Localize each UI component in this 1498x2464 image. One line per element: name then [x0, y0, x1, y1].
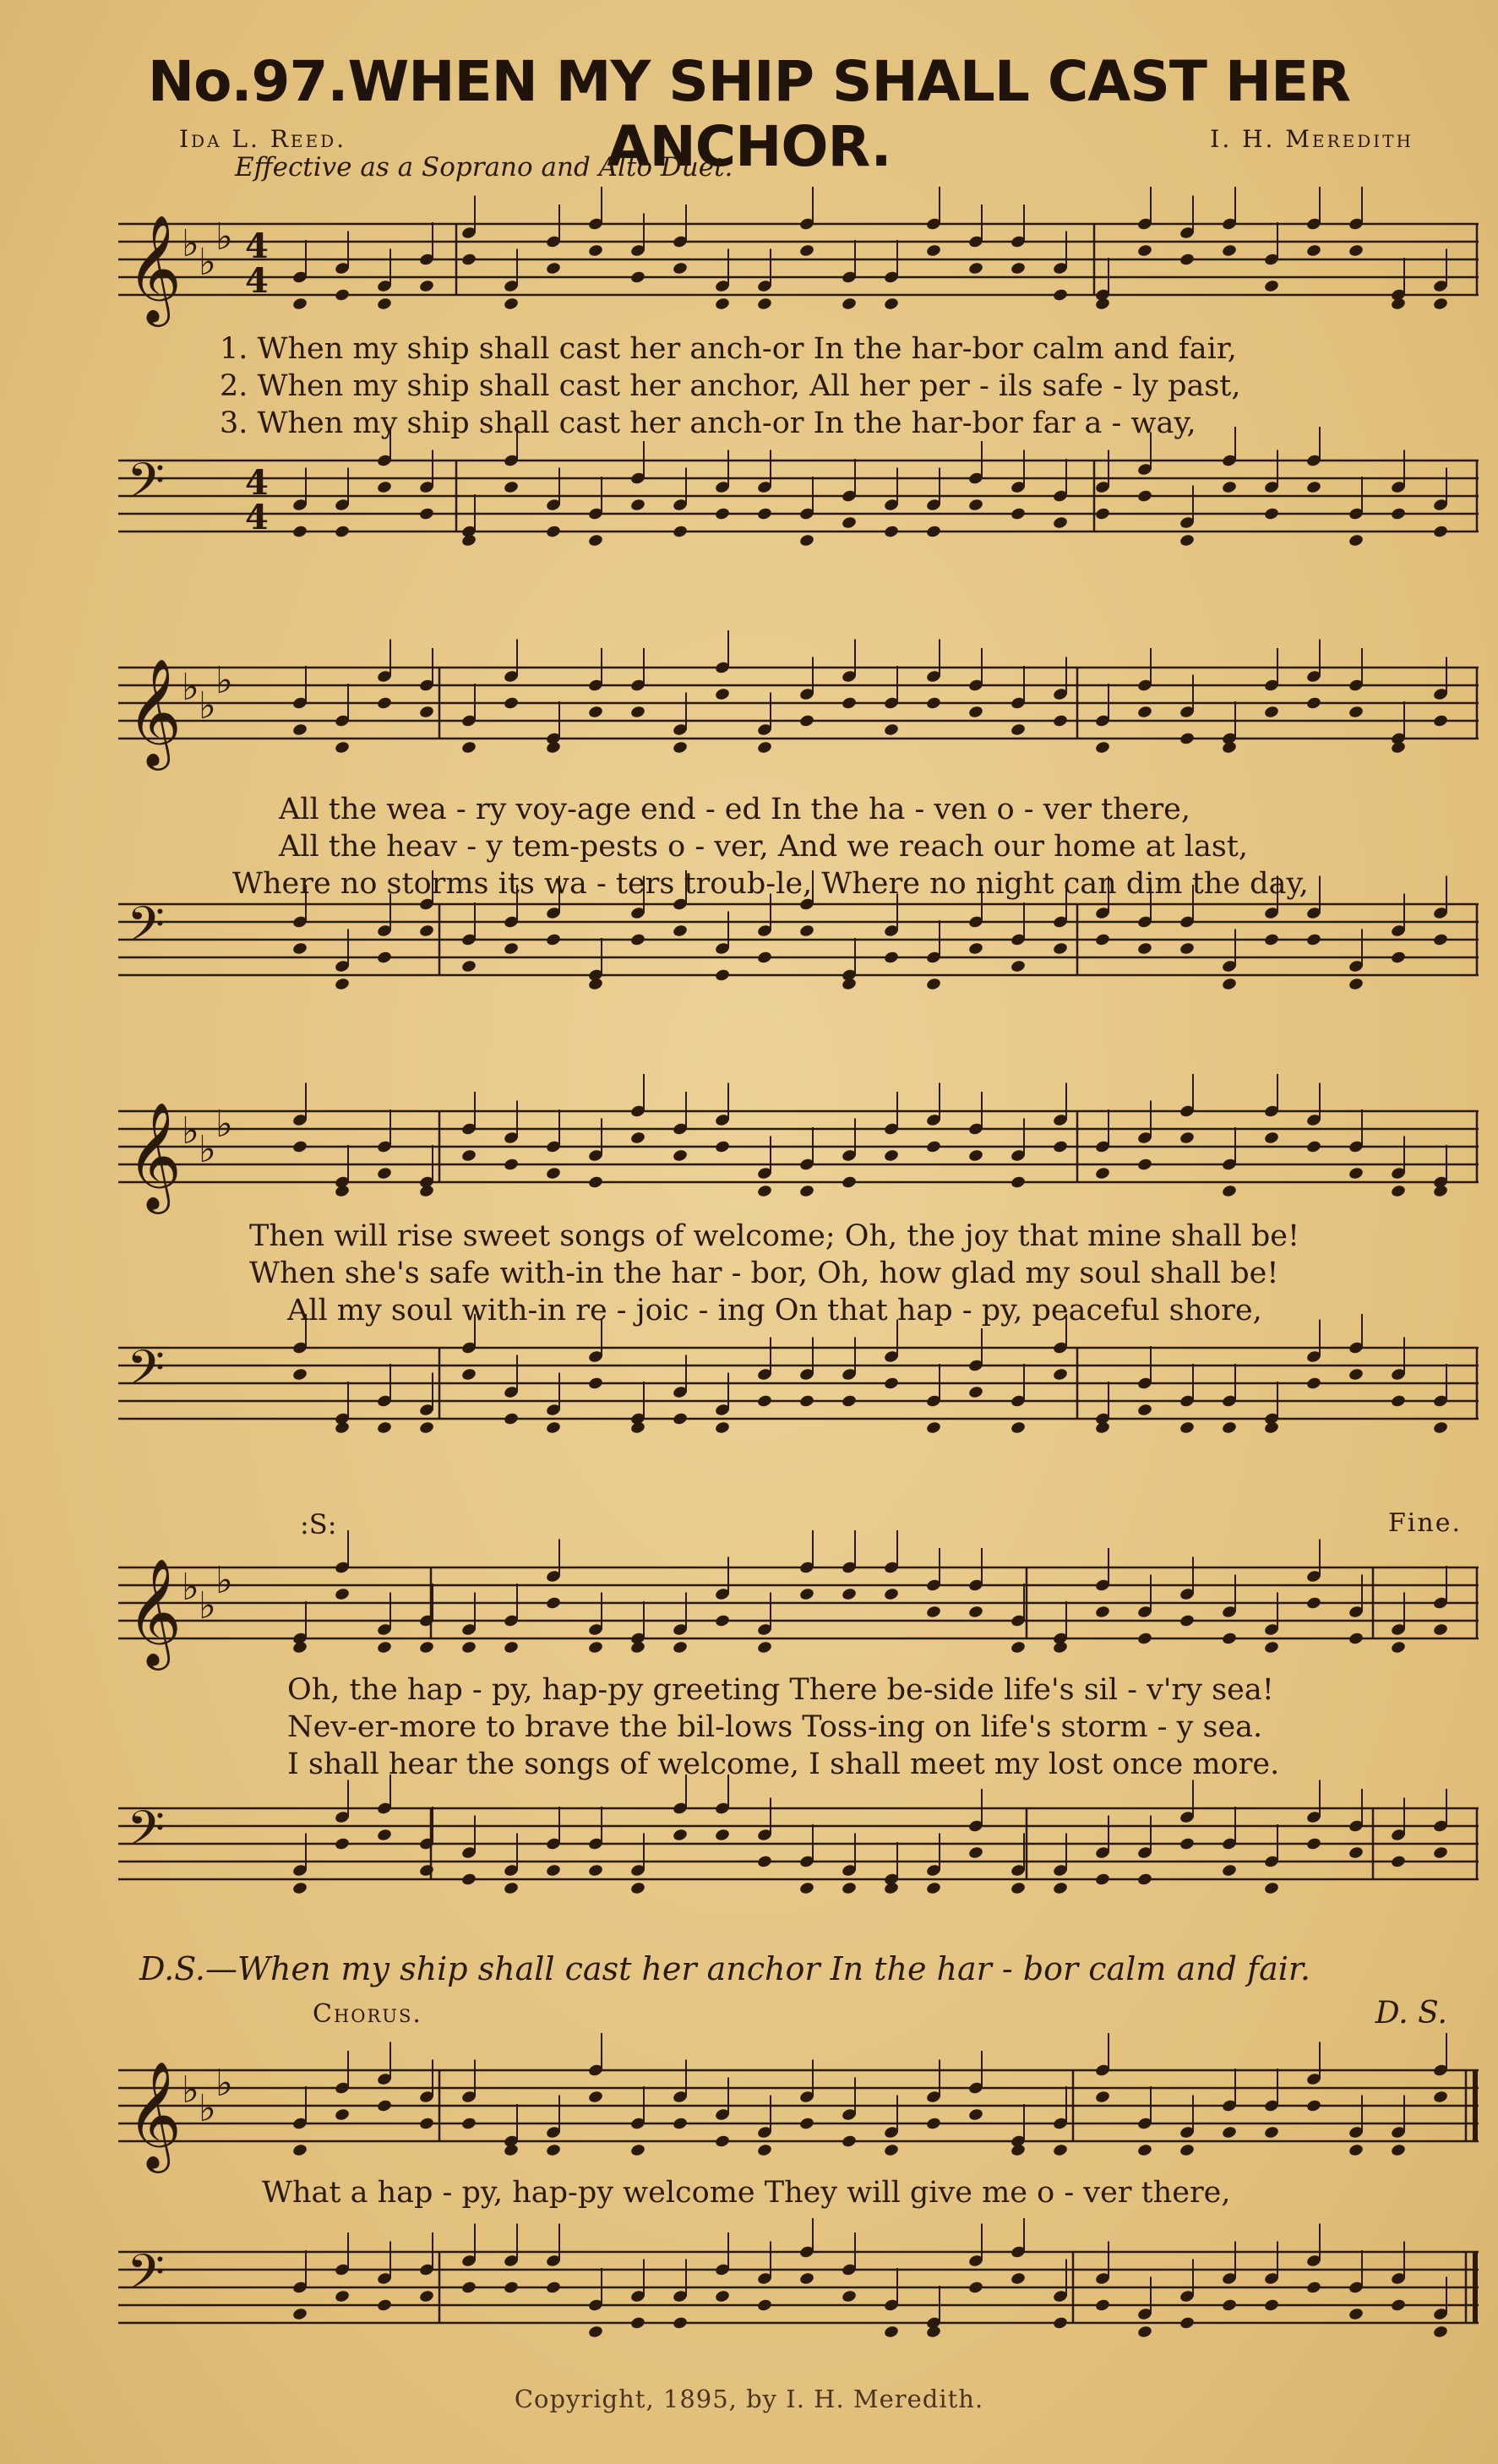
note-head: [672, 1593, 688, 1654]
note-head: [1305, 640, 1321, 711]
note-head: [1221, 929, 1237, 991]
note-head: [1136, 2086, 1152, 2157]
note-head: [587, 2033, 603, 2104]
bass-staff: [118, 1314, 1479, 1500]
note-head: [967, 1092, 983, 1163]
note-head: [1432, 1566, 1448, 1637]
note-head: [672, 693, 688, 755]
svg-text:♭: ♭: [215, 215, 233, 259]
music-system-3: [118, 1069, 1479, 1491]
note-head: [1010, 1834, 1026, 1895]
note-head: [1305, 1540, 1321, 1611]
note-head: [376, 1364, 392, 1435]
note-head: [841, 2232, 857, 2303]
note-head: [1432, 2033, 1448, 2104]
note-head: [1221, 1807, 1237, 1878]
note-head: [1305, 1083, 1321, 1154]
note-head: [1348, 929, 1364, 991]
note-head: [1010, 204, 1026, 275]
note-head: [1432, 1145, 1448, 1198]
svg-text:4: 4: [245, 463, 269, 503]
note-head: [334, 1382, 350, 1435]
note-head: [1305, 2042, 1321, 2113]
note-head: [1305, 2224, 1321, 2295]
note-head: [1052, 459, 1068, 530]
note-head: [798, 1530, 814, 1601]
note-head: [756, 1137, 772, 1198]
note-head: [587, 477, 603, 548]
note-head: [545, 2224, 561, 2295]
note-head: [1263, 1824, 1279, 1895]
svg-text:𝄞: 𝄞: [127, 1101, 182, 1209]
note-head: [1432, 1789, 1448, 1860]
treble-staff: [118, 1069, 1479, 1229]
note-head: [841, 1834, 857, 1895]
note-head: [967, 1548, 983, 1619]
note-head: [460, 902, 477, 973]
note-head: [1179, 486, 1195, 548]
note-head: [460, 684, 477, 755]
note-head: [841, 240, 857, 311]
note-head: [291, 666, 308, 737]
copyright-notice: Copyright, 1895, by I. H. Meredith.: [514, 2385, 984, 2413]
note-head: [925, 1834, 941, 1895]
note-head: [925, 1364, 941, 1435]
note-head: [1390, 701, 1406, 755]
note-head: [714, 1083, 730, 1154]
note-head: [1348, 648, 1364, 719]
note-head: [1179, 1364, 1195, 1435]
note-head: [1221, 701, 1237, 755]
note-head: [1052, 1834, 1068, 1895]
note-head: [1221, 1127, 1237, 1198]
note-head: [376, 640, 392, 711]
svg-text:♭: ♭: [215, 1103, 233, 1146]
svg-text:𝄞: 𝄞: [127, 1557, 182, 1665]
note-head: [1348, 1314, 1364, 1382]
note-head: [1305, 427, 1321, 494]
note-head: [1052, 2086, 1068, 2157]
note-head: [1136, 187, 1152, 258]
note-head: [672, 204, 688, 275]
note-head: [1010, 902, 1026, 973]
lyric-verse-3: All my soul with-in re - joic - ing On that hap - py, peaceful shore,: [287, 1294, 1262, 1327]
lyric-verse-3: Where no storms its wa - ters troub-le, Where no night can dim the day,: [232, 867, 1309, 901]
note-head: [629, 1601, 646, 1654]
note-head: [418, 2232, 434, 2303]
note-head: [1052, 1601, 1068, 1654]
note-head: [925, 640, 941, 711]
note-head: [1390, 258, 1406, 311]
note-head: [291, 240, 308, 311]
lyricist: Ida L. Reed.: [179, 125, 347, 153]
note-head: [1263, 1382, 1279, 1435]
note-head: [587, 938, 603, 991]
note-head: [587, 648, 603, 719]
note-head: [545, 1109, 561, 1180]
note-head: [629, 441, 646, 512]
note-head: [1305, 187, 1321, 258]
segno-mark: :S:: [300, 1508, 337, 1540]
note-head: [756, 1593, 772, 1654]
note-head: [1010, 1364, 1026, 1435]
svg-text:𝄢: 𝄢: [127, 1339, 166, 1409]
note-head: [883, 1530, 899, 1601]
note-head: [1136, 433, 1152, 504]
note-head: [418, 1145, 434, 1198]
note-head: [1390, 2096, 1406, 2157]
note-head: [545, 2096, 561, 2157]
note-head: [841, 938, 857, 991]
lyric-verse-3: I shall hear the songs of welcome, I shall meet my lost once more.: [287, 1747, 1280, 1781]
svg-text:4: 4: [245, 261, 269, 301]
note-head: [1094, 2033, 1110, 2104]
note-head: [756, 693, 772, 755]
note-head: [418, 222, 434, 293]
note-head: [1432, 1364, 1448, 1435]
note-head: [418, 1373, 434, 1435]
note-head: [545, 204, 561, 275]
note-head: [334, 2232, 350, 2303]
note-head: [629, 648, 646, 719]
lyric-verse-2: Nev-er-more to brave the bil-lows Toss-ing on life's storm - y sea.: [287, 1710, 1263, 1744]
note-head: [291, 1834, 308, 1895]
note-head: [460, 2224, 477, 2295]
note-head: [1432, 876, 1448, 947]
note-head: [967, 1789, 983, 1860]
note-head: [1094, 684, 1110, 755]
note-head: [376, 1774, 392, 1842]
note-head: [334, 929, 350, 991]
note-head: [291, 1083, 308, 1154]
note-head: [1094, 1548, 1110, 1619]
fine-mark: Fine.: [1387, 1508, 1462, 1538]
performance-note: Effective as a Soprano and Alto Duet.: [235, 152, 733, 183]
note-head: [376, 1109, 392, 1180]
note-head: [291, 2086, 308, 2157]
note-head: [1432, 2277, 1448, 2339]
svg-text:𝄞: 𝄞: [127, 2060, 182, 2168]
note-head: [967, 441, 983, 512]
note-head: [798, 187, 814, 258]
note-head: [629, 1382, 646, 1435]
note-head: [714, 1373, 730, 1435]
note-head: [503, 249, 519, 311]
note-head: [1348, 187, 1364, 258]
note-head: [1094, 258, 1110, 311]
note-head: [883, 2268, 899, 2339]
svg-text:♭: ♭: [182, 1109, 199, 1153]
note-head: [334, 2051, 350, 2122]
svg-text:♭: ♭: [182, 222, 199, 265]
svg-text:♭: ♭: [199, 1584, 216, 1627]
note-head: [883, 1842, 899, 1895]
svg-text:♭: ♭: [182, 666, 199, 709]
svg-text:4: 4: [245, 226, 269, 266]
note-head: [545, 701, 561, 755]
note-head: [756, 2096, 772, 2157]
note-head: [1010, 1584, 1026, 1654]
note-head: [967, 2051, 983, 2122]
note-head: [1305, 1320, 1321, 1391]
note-head: [418, 1584, 434, 1654]
note-head: [334, 1145, 350, 1198]
chorus-label: Chorus.: [313, 1999, 422, 2029]
note-head: [291, 1601, 308, 1654]
music-system-chorus: [118, 2028, 1479, 2366]
note-head: [587, 2268, 603, 2339]
note-head: [1010, 2218, 1026, 2286]
note-head: [1221, 2069, 1237, 2140]
note-head: [714, 2232, 730, 2303]
note-head: [1094, 1109, 1110, 1180]
note-head: [1052, 1083, 1068, 1154]
svg-text:𝄢: 𝄢: [127, 896, 166, 965]
svg-text:♭: ♭: [215, 659, 233, 702]
svg-text:♭: ♭: [215, 2062, 233, 2105]
note-head: [925, 1083, 941, 1154]
note-head: [1348, 2250, 1364, 2321]
note-head: [672, 1092, 688, 1163]
note-head: [334, 684, 350, 755]
lyric-verse-1: Oh, the hap - py, hap-py greeting There be-side life's sil - v'ry sea!: [287, 1673, 1274, 1707]
note-head: [1221, 187, 1237, 258]
note-head: [925, 920, 941, 991]
note-head: [460, 196, 477, 267]
note-head: [1010, 2104, 1026, 2157]
note-head: [883, 1320, 899, 1391]
note-head: [714, 249, 730, 311]
lyric-verse-1: 1. When my ship shall cast her anch-or In the har-bor calm and fair,: [220, 332, 1237, 366]
note-head: [376, 1593, 392, 1654]
note-head: [883, 1092, 899, 1163]
note-head: [629, 1834, 646, 1895]
note-head: [291, 2250, 308, 2321]
note-head: [1094, 1382, 1110, 1435]
lyric-verse-2: All the heav - y tem-pests o - ver, And we reach our home at last,: [279, 830, 1249, 864]
note-head: [1221, 1364, 1237, 1435]
note-head: [925, 2286, 941, 2339]
treble-staff: [118, 1525, 1479, 1686]
note-head: [925, 1548, 941, 1619]
note-head: [376, 249, 392, 311]
svg-text:♭: ♭: [215, 1559, 233, 1602]
note-head: [503, 1834, 519, 1895]
note-head: [1432, 249, 1448, 311]
note-head: [967, 204, 983, 275]
note-head: [1348, 477, 1364, 548]
note-head: [967, 1328, 983, 1399]
note-head: [1179, 2096, 1195, 2157]
note-head: [798, 1824, 814, 1895]
note-head: [629, 2086, 646, 2157]
note-head: [545, 1373, 561, 1435]
note-head: [587, 187, 603, 258]
note-head: [841, 1530, 857, 1601]
note-head: [587, 1593, 603, 1654]
note-head: [756, 249, 772, 311]
note-head: [967, 648, 983, 719]
treble-staff: [118, 182, 1479, 342]
svg-text:𝄢: 𝄢: [127, 2243, 166, 2313]
lyric-verse-1: Then will rise sweet songs of welcome; Oh, the joy that mine shall be!: [249, 1219, 1300, 1253]
composer: I. H. Meredith: [1210, 125, 1414, 153]
note-head: [1263, 1593, 1279, 1654]
note-head: [334, 1530, 350, 1601]
treble-staff: [118, 2028, 1479, 2189]
note-head: [714, 630, 730, 701]
bass-staff: [118, 2218, 1479, 2387]
svg-text:♭: ♭: [182, 2069, 199, 2112]
note-head: [376, 2042, 392, 2113]
music-system-1: [118, 182, 1479, 604]
note-head: [925, 187, 941, 258]
svg-text:♭: ♭: [199, 241, 216, 284]
hymn-title: No.97.WHEN MY SHIP SHALL CAST HER ANCHOR.: [147, 49, 1351, 179]
note-head: [1263, 2069, 1279, 2140]
svg-text:♭: ♭: [182, 1566, 199, 1609]
note-head: [841, 459, 857, 530]
note-head: [1136, 1346, 1152, 1417]
svg-text:𝄢: 𝄢: [127, 1800, 166, 1869]
note-head: [1348, 1109, 1364, 1180]
note-head: [503, 2104, 519, 2157]
svg-text:4: 4: [245, 498, 269, 537]
svg-text:♭: ♭: [199, 684, 216, 728]
note-head: [629, 1074, 646, 1145]
note-head: [334, 1780, 350, 1851]
music-system-4: [118, 1508, 1479, 1948]
note-head: [1179, 1780, 1195, 1851]
dal-segno-lyric: D.S.—When my ship shall cast her anchor In the har - bor calm and fair.: [139, 1950, 1310, 1987]
note-head: [967, 2224, 983, 2295]
note-head: [672, 1774, 688, 1842]
note-head: [1179, 1074, 1195, 1145]
note-head: [545, 1540, 561, 1611]
note-head: [798, 1127, 814, 1198]
note-head: [798, 2218, 814, 2286]
note-head: [587, 1320, 603, 1391]
note-head: [798, 477, 814, 548]
bass-staff: [118, 427, 1479, 613]
note-head: [1010, 666, 1026, 737]
note-head: [841, 640, 857, 711]
music-system-2: [118, 625, 1479, 1048]
note-head: [460, 1092, 477, 1163]
svg-text:𝄞: 𝄞: [127, 214, 182, 322]
note-head: [714, 1774, 730, 1842]
note-head: [503, 1584, 519, 1654]
treble-staff: [118, 625, 1479, 786]
note-head: [1390, 1137, 1406, 1198]
note-head: [883, 666, 899, 737]
note-head: [1136, 648, 1152, 719]
svg-text:♭: ♭: [199, 2087, 216, 2130]
svg-text:𝄞: 𝄞: [127, 657, 182, 766]
note-head: [1221, 427, 1237, 494]
lyric-verse-2: 2. When my ship shall cast her anchor, All her per - ils safe - ly past,: [220, 369, 1241, 403]
note-head: [1136, 2277, 1152, 2339]
svg-text:𝄢: 𝄢: [127, 452, 166, 521]
lyric-verse-2: When she's safe with-in the har - bor, Oh, how glad my soul shall be!: [249, 1257, 1279, 1290]
note-head: [1179, 196, 1195, 267]
lyric-verse-3: 3. When my ship shall cast her anch-or In the har-bor far a - way,: [220, 406, 1196, 440]
note-head: [418, 1807, 434, 1878]
note-head: [1348, 1789, 1364, 1860]
lyric-chorus: What a hap - py, hap-py welcome They will give me o - ver there,: [262, 2176, 1231, 2210]
note-head: [883, 240, 899, 311]
note-head: [460, 494, 477, 548]
note-head: [1263, 222, 1279, 293]
note-head: [587, 1807, 603, 1878]
lyric-verse-1: All the wea - ry voy-age end - ed In the ha - ven o - ver there,: [279, 793, 1190, 826]
note-head: [883, 2096, 899, 2157]
note-head: [1263, 648, 1279, 719]
note-head: [503, 640, 519, 711]
bass-staff: [118, 1774, 1479, 1960]
svg-text:♭: ♭: [199, 1128, 216, 1171]
note-head: [1305, 1780, 1321, 1851]
ds-mark: D. S.: [1375, 1996, 1447, 2031]
note-head: [418, 648, 434, 719]
note-head: [460, 1593, 477, 1654]
note-head: [1390, 1593, 1406, 1654]
note-head: [1348, 2096, 1364, 2157]
note-head: [545, 1807, 561, 1878]
note-head: [1263, 1074, 1279, 1145]
note-head: [503, 2224, 519, 2295]
